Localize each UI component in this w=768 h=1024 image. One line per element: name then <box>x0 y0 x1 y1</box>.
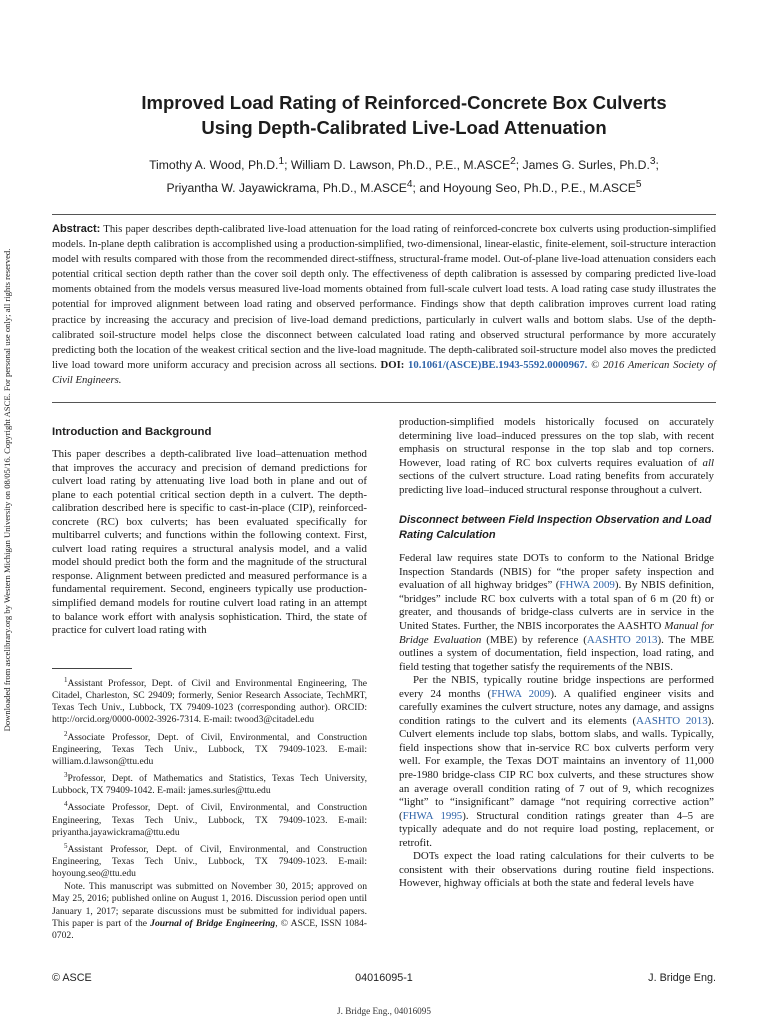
doi-link[interactable]: 10.1061/(ASCE)BE.1943-5592.0000967. <box>408 358 588 371</box>
footnote-5: $^5$Assistant Professor, Dept. of Civil, Environmental, and Construction Engineering, Texas Tech Univ., Lubbock, TX 79409-1023. E-mail: hoyoung.seo@ttu.edu <box>52 841 367 880</box>
author-name: William D. Lawson, Ph.D., P.E., M.ASCE <box>290 158 511 173</box>
disconnect-heading: Disconnect between Field Inspection Observation and Load Rating Calculation <box>399 514 712 542</box>
citation-link[interactable]: FHWA 2009 <box>559 579 615 592</box>
footnote-2: $^2$Associate Professor, Dept. of Civil, Environmental, and Construction Engineering, Texas Tech Univ., Lubbock, TX 79409-1023. E-mail: william.d.lawson@ttu.edu <box>52 729 367 767</box>
footer-journal: J. Bridge Eng. <box>648 972 716 984</box>
author-affil-sup: 4 <box>406 179 413 191</box>
left-column <box>52 426 367 638</box>
abstract-top-rule <box>52 214 716 215</box>
citation-link[interactable]: FHWA 2009 <box>491 687 551 700</box>
intro-paragraph: This paper describes a depth-calibrated live load–attenuation method that improves the accuracy and precision of demand predictions for culvert load rating by attenuating live load both in plane and out of plane to each potential critical section depth in a culvert. The depth-calibration described here is specific to cast-in-place (CIP), reinforced-concrete (RC) box culverts; has been evaluated specifically for multibarrel culverts; and functions within the following context. First, culvert load rating requires a structural analysis model, and a valid model should predict both the form and the magnitude of the structural response. Alignment between predicted and measured performance is a fundamental requirement. Second, engineers typically use production-simplified demand models for routine culvert load rating in an attempt to balance work effort with analysis sophistication. Third, the state of practice for culvert load rating with <box>52 448 367 637</box>
citation-link[interactable]: AASHTO 2013 <box>636 714 708 727</box>
footer-publisher: © ASCE <box>52 972 92 984</box>
abstract-bottom-rule <box>52 402 716 403</box>
author-line-1: Timothy A. Wood, Ph.D.$^1$; William D. Lawson, Ph.D., P.E., M.ASCE$^2$; James G. Surles, Ph.D.$^3$; <box>149 156 659 173</box>
right-paragraph-2: Federal law requires state DOTs to conform to the National Bridge Inspection Standards (NBIS) for “the proper safety inspection and evaluation of all highway bridges” (FHWA 2009). By NBIS definition, “bridges” include RC box culverts with a total span of 6 m (20 ft) or greater, and thousands of bridge-class culverts are in service in the United States. Further, the NBIS incorporates the AASHTO Manual for Bridge Evaluation (MBE) by reference (AASHTO 2013). The MBE outlines a system of documentation, field inspection, load rating, and field testing that together satisfy the requirements of the NBIS. <box>399 552 715 673</box>
abstract-text: This paper describes depth-calibrated live-load attenuation for the load rating of reinforced-concrete box culverts using production-simplified models. In-plane depth calibration is accomplished using a production-simplified, two-dimensional, linear-elastic, finite-element, soil-structure interaction model with results compared with those from the recommended direct-stiffness, structural-frame model. Out-of-plane live-load attenuation considers each potential critical section depth rather than the cover soil depth only. The effectiveness of depth calibration is assessed by comparing predicted live-load moments obtained from the models versus measured live-load moments obtained from full-scale culvert load tests. A load rating case study illustrates the potential for improved alignment between load rating and observed performance. Findings show that depth calibration improves current load rating practice by increasing the accuracy and precision of live-load demand predictions, particularly in culvert walls and bottom slabs. Use of the depth-calibrated soil-structure model helps close the disconnect between calculated load rating and observed structural performance by more accurately predicting both the location of the weakest critical section and the live-load magnitude. The depth-calibrated soil-structure model also moves the predicted live load toward more uniform accuracy and precision across all sections. <box>52 223 716 371</box>
right-paragraph-4: DOTs expect the load rating calculations for their culverts to be consistent with their observations during routine field inspections. However, highway officials at both the state and federal levels have <box>399 850 714 890</box>
paper-title <box>40 90 768 140</box>
author-name: James G. Surles, Ph.D. <box>522 158 650 173</box>
footnote-3: $^3$Professor, Dept. of Mathematics and Statistics, Texas Tech University, Lubbock, TX 79409-1042. E-mail: james.surles@ttu.edu <box>52 771 367 797</box>
download-notice: Downloaded from ascelibrary.org by Western Michigan University on 08/05/16. Copyright ASCE. For personal use only; all rights reserved. <box>2 248 12 732</box>
citation-link[interactable]: FHWA 1995 <box>402 809 463 822</box>
title-line-2: Using Depth-Calibrated Live-Load Attenuation <box>201 117 607 138</box>
author-list <box>40 152 768 198</box>
footnotes <box>52 674 367 943</box>
right-paragraph-3: Per the NBIS, typically routine bridge inspections are performed every 24 months (FHWA 2009). A qualified engineer visits and carefully examines the culvert structure, notes any damage, and assigns condition ratings to the culvert and its elements (AASHTO 2013). Culvert elements include top slabs, bottom slabs, and walls. Typically, field inspections show that in-service RC box culverts perform very well. For example, the Texas DOT maintains an inventory of 11,000 pre-1980 bridge-class CIP RC box culverts, and these structures show an average overall condition rating of 7 out of 9, which recognizes “light” to “insignificant” damage “not requiring corrective action” (FHWA 1995). Structural condition ratings greater than 4–5 are typically adequate and do not require load posting, replacement, or retrofit. <box>399 674 715 849</box>
submission-note: Note. This manuscript was submitted on November 30, 2015; approved on May 25, 2016; published online on August 1, 2016. Discussion period open until January 1, 2017; separate discussions must be submitted for individual papers. This paper is part of the Journal of Bridge Engineering, © ASCE, ISSN 1084-0702. <box>52 881 367 941</box>
title-line-1: Improved Load Rating of Reinforced-Concrete Box Culverts <box>141 92 667 113</box>
abstract-copyright: © 2016 American Society of Civil Engineers. <box>52 358 717 386</box>
author-affil-sup: 2 <box>510 156 516 167</box>
author-affil-sup: 3 <box>649 156 656 167</box>
download-sidebar <box>0 195 14 785</box>
author-name: Timothy A. Wood, Ph.D. <box>149 158 279 173</box>
abstract <box>52 222 716 388</box>
author-name: Hoyoung Seo, Ph.D., P.E., M.ASCE <box>443 181 636 196</box>
citation-link[interactable]: AASHTO 2013 <box>586 633 658 646</box>
author-affil-sup: 1 <box>278 156 285 167</box>
right-paragraph-1: production-simplified models historically focused on accurately determining live load–induced pressures on the top slab, with recent emphasis on structural response in the top slab and top corners. However, load rating of RC box culverts requires evaluation of all sections of the culvert structure. Load rating benefits from accurately predicting live load–induced structural response throughout a culvert. <box>399 416 714 496</box>
doi-label: DOI: <box>380 358 405 371</box>
abstract-label: Abstract: <box>52 223 101 235</box>
intro-heading: Introduction and Background <box>52 426 212 438</box>
right-column <box>399 416 714 891</box>
author-line-2: Priyantha W. Jayawickrama, Ph.D., M.ASCE$^4$; and Hoyoung Seo, Ph.D., P.E., M.ASCE$^5$ <box>166 179 642 196</box>
author-affil-sup: 5 <box>635 179 642 191</box>
footer-page-id: 04016095-1 <box>355 972 413 984</box>
footnote-4: $^4$Associate Professor, Dept. of Civil, Environmental, and Construction Engineering, Texas Tech Univ., Lubbock, TX 79409-1023. E-mail: priyantha.jayawickrama@ttu.edu <box>52 800 367 838</box>
author-name: Priyantha W. Jayawickrama, Ph.D., M.ASCE <box>166 181 407 196</box>
footnote-1: $^1$Assistant Professor, Dept. of Civil and Environmental Engineering, The Citadel, Charleston, SC 29409; formerly, Senior Research Associate, TechMRT, Texas Tech Univ., Lubbock, TX 79409-1023 (corresponding author). ORCID: http://orcid.org/0000-0002-3926-7314. E-mail: twood3@citadel.edu <box>52 676 367 726</box>
citation-line: J. Bridge Eng., 04016095 <box>337 1006 431 1016</box>
journal-name: Journal of Bridge Engineering <box>150 917 276 929</box>
footnote-rule <box>52 668 132 669</box>
